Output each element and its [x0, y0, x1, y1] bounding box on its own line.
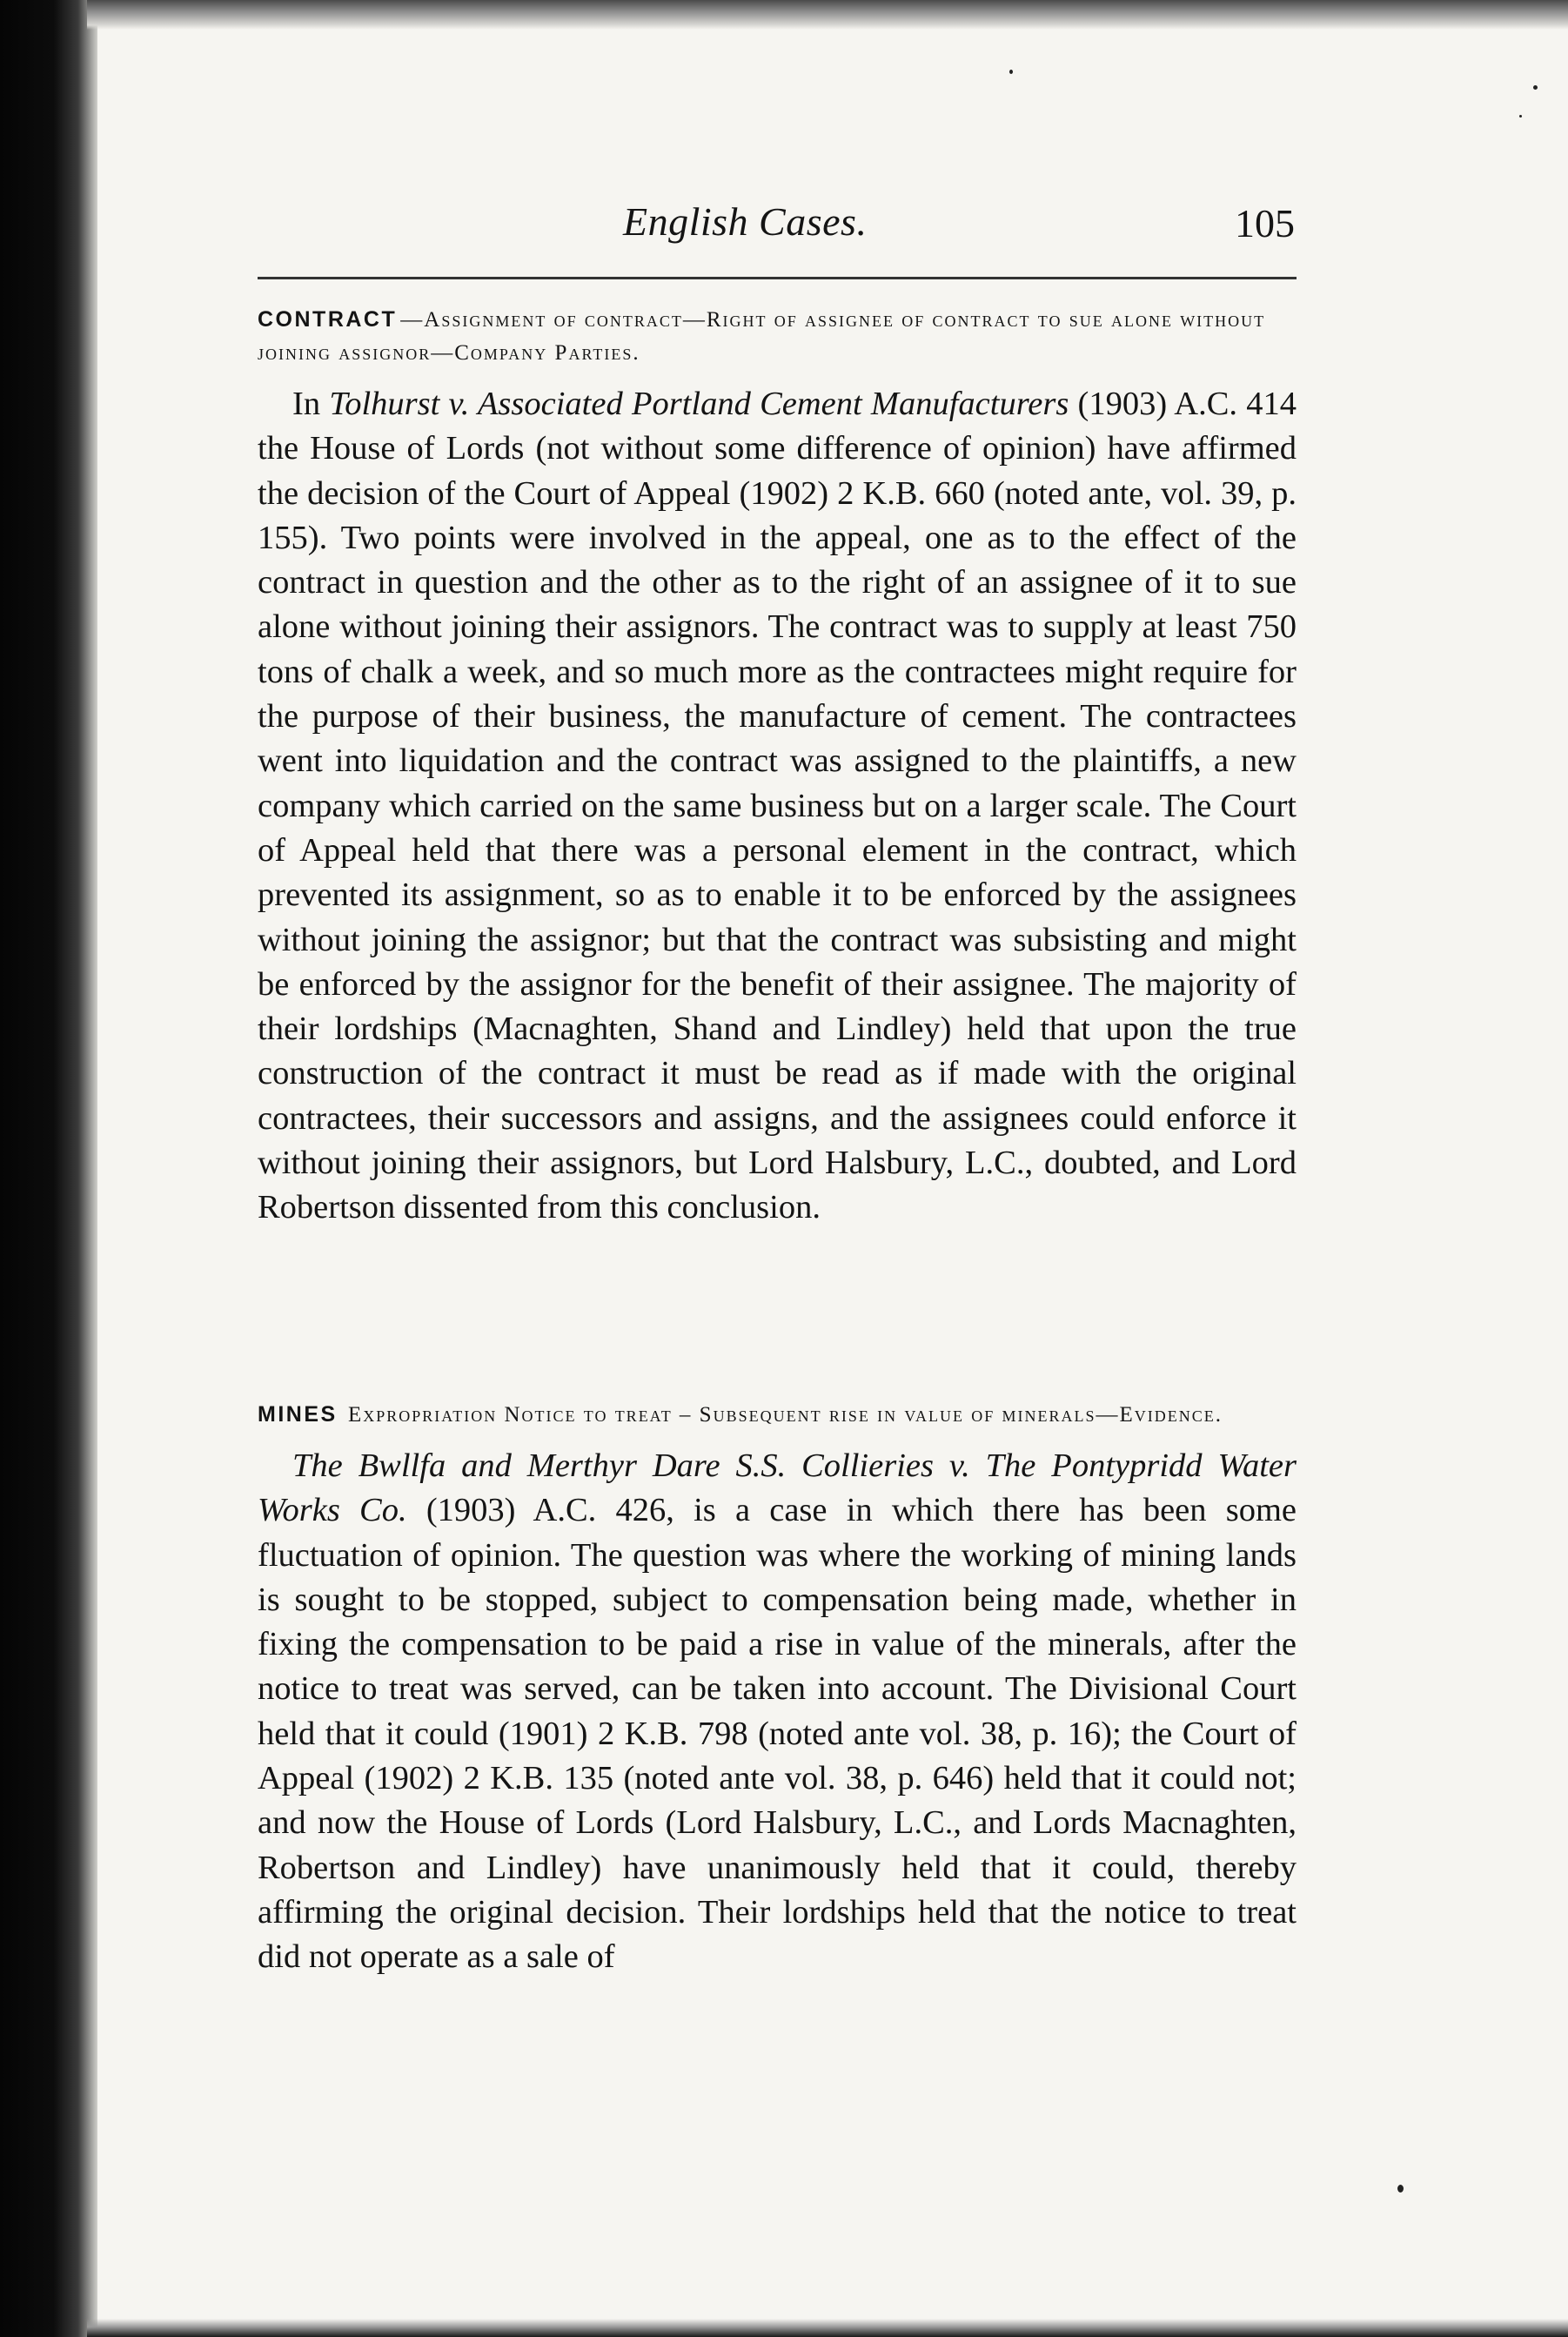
running-title: English Cases. [623, 199, 868, 244]
paragraph-text: (1903) A.C. 426, is a case in which there has been some fluctuation of opinion. The question was where the working of mining lands is sought to be stopped, subject to compensation being made, whether in fixing the compensation to be paid a rise in value of the minerals, after the notice to treat was served, can be taken into account. The Divisional Court held that it could (1901) 2 K.B. 798 (noted ante vol. 38, p. 16); the Court of Appeal (1902) 2 K.B. 135 (noted ante vol. 38, p. 646) held that it could not; and now the House of Lords (Lord Halsbury, L.C., and Lords Macnaghten, Robertson and Lindley) have unanimously held that it could, thereby affirming the original decision. Their lordships held that the notice to treat did not operate as a sale of [258, 1492, 1297, 1976]
dust-speck [1519, 115, 1522, 118]
dust-speck [1397, 2185, 1404, 2193]
section-heading [258, 1398, 1297, 1432]
case-prefix: In [292, 386, 330, 422]
section-topic: Expropriation Notice to treat – Subsequent rise in value of minerals—Evidence. [340, 1403, 1223, 1427]
section-contract [258, 303, 1297, 1231]
section-body [258, 1444, 1297, 1980]
dust-speck [1533, 85, 1538, 90]
header-rule [258, 277, 1297, 279]
section-topic: —Assignment of contract—Right of assignee of contract to sue alone without joining assignor—Company Parties. [258, 308, 1266, 365]
section-mines [258, 1398, 1297, 1980]
page-number: 105 [1235, 201, 1295, 245]
section-subject: CONTRACT [258, 307, 398, 332]
case-name: The Bwllfa and Merthyr Dare S.S. Collieries v. The Pontypridd Water Works Co. [258, 1447, 1297, 1529]
scan-shadow-left [0, 0, 97, 2337]
scan-shadow-top [87, 0, 1568, 30]
section-heading [258, 303, 1297, 370]
dust-speck [1009, 70, 1013, 74]
paragraph-text: (1903) A.C. 414 the House of Lords (not without some difference of opinion) have affirmed the decision of the Court of Appeal (1902) 2 K.B. 660 (noted ante, vol. 39, p. 155). Two points were involved in the appeal, one as to the effect of the contract in question and the other as to the right of an assignee of it to sue alone without joining their assignors. The contract was to supply at least 750 tons of chalk a week, and so much more as the contractees might require for the purpose of their business, the manufacture of cement. The contractees went into liquidation and the contract was assigned to the plaintiffs, a new company which carried on the same business but on a larger scale. The Court of Appeal held that there was a personal element in the contract, which prevented its assignment, so as to enable it to be enforced by the assignees without joining the assignor; but that the contract was subsisting and might be enforced by the assignor for the benefit of their assignee. The majority of their lordships (Macnaghten, Shand and Lindley) held that upon the true construction of the contract it must be read as if made with the original contractees, their successors and assigns, and the assignees could enforce it without joining their assignors, but Lord Halsbury, L.C., doubted, and Lord Robertson dissented from this conclusion. [258, 386, 1297, 1226]
section-body [258, 382, 1297, 1231]
page-header [258, 193, 1297, 263]
scan-shadow-bottom [87, 2319, 1568, 2337]
case-name: Tolhurst v. Associated Portland Cement Manufacturers [329, 386, 1069, 422]
section-subject: MINES [258, 1402, 338, 1427]
